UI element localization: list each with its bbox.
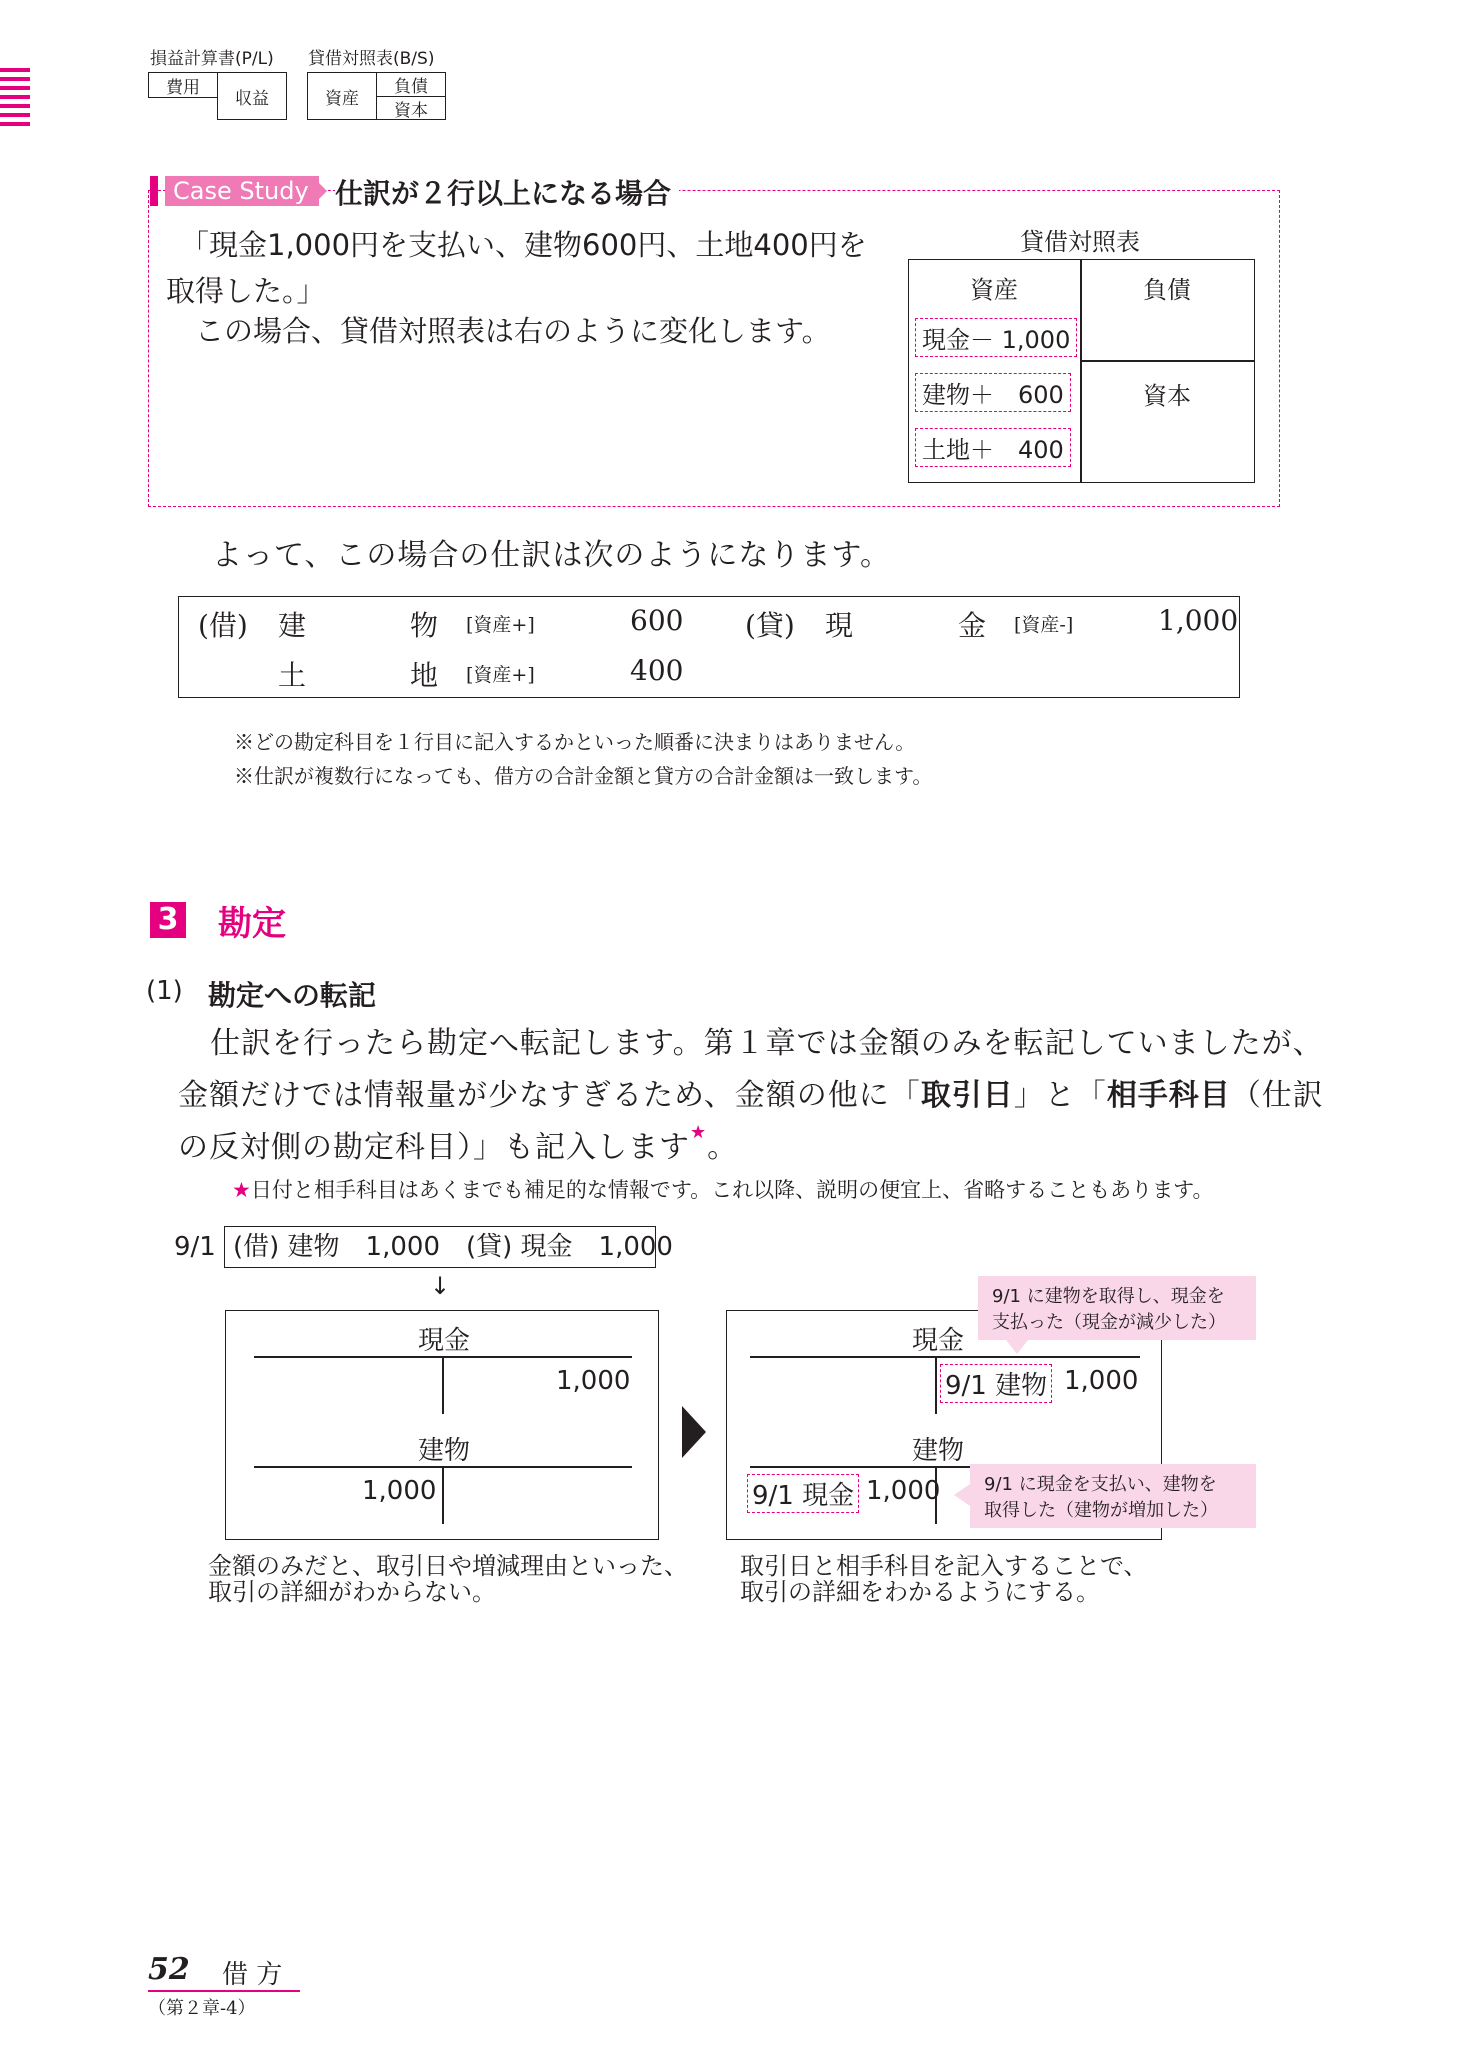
keyword-aite-kamoku: 相手科目 <box>1106 1078 1231 1113</box>
journal-intro: よって、この場合の仕訳は次のようになります。 <box>212 538 891 573</box>
note-2: ※仕訳が複数行になっても、借方の合計金額と貸方の合計金額は一致します。 <box>234 764 933 788</box>
left-caption-1: 金額のみだと、取引日や増減理由といった、 <box>208 1552 688 1580</box>
diagram-entry: (借) 建物 1,000 (貸) 現金 1,000 <box>224 1226 656 1268</box>
bs-assets: 資産 <box>307 72 377 120</box>
right-bldg-debit: 1,000 <box>866 1476 941 1506</box>
callout-bldg-pointer <box>954 1484 970 1506</box>
paragraph-line2 <box>178 1070 1324 1114</box>
subsection-number: (1) <box>146 976 183 1006</box>
case-study-line3: この場合、貸借対照表は右のように変化します。 <box>195 314 831 348</box>
callout-cash-line2: 支払った（現金が減少した） <box>992 1312 1226 1333</box>
star-icon: ★ <box>690 1122 708 1143</box>
keyword-torihikibi: 取引日 <box>920 1078 1014 1113</box>
paragraph-line3-b: 。 <box>707 1130 739 1165</box>
journal-debit2-amount: 400 <box>630 654 684 687</box>
left-cash-credit: 1,000 <box>556 1366 631 1396</box>
journal-debit1-b: 物 <box>410 609 439 642</box>
case-study-line2: 取得した。」 <box>166 274 326 308</box>
callout-cash-pointer <box>1006 1340 1028 1354</box>
right-cash-vline <box>935 1356 937 1414</box>
journal-debit2-a: 土 <box>278 659 307 692</box>
journal-debit2-b: 地 <box>410 659 439 692</box>
journal-debit1-a: 建 <box>278 609 307 642</box>
journal-debit2-tag: [資産+] <box>466 664 535 686</box>
star-note <box>232 1174 1213 1204</box>
right-caption-2: 取引の詳細をわかるようにする。 <box>740 1578 1100 1606</box>
section-number: 3 <box>150 902 186 938</box>
bs-col-liabilities: 負債 <box>1143 276 1191 304</box>
journal-debit-mark: (借) <box>198 609 248 642</box>
footer-rule <box>148 1990 300 1992</box>
right-caption-1: 取引日と相手科目を記入することで、 <box>740 1552 1148 1580</box>
triangle-arrow-icon <box>682 1406 706 1458</box>
section-title: 勘定 <box>218 904 286 944</box>
subsection-title: 勘定への転記 <box>208 979 377 1012</box>
pl-title: 損益計算書(P/L) <box>150 49 274 69</box>
journal-credit-a: 現 <box>825 609 854 642</box>
left-bldg-title: 建物 <box>418 1436 471 1466</box>
right-cash-title: 現金 <box>912 1326 965 1356</box>
left-bldg-debit: 1,000 <box>362 1476 437 1506</box>
note-1: ※どの勘定科目を１行目に記入するかといった順番に決まりはありません。 <box>234 730 916 754</box>
paragraph-line2-a: 金額だけでは情報量が少なすぎるため、金額の他に「 <box>178 1078 921 1113</box>
paragraph-line3 <box>178 1122 738 1166</box>
left-caption-2: 取引の詳細がわからない。 <box>208 1578 496 1606</box>
case-study-title: 仕訳が２行以上になる場合 <box>335 172 679 208</box>
callout-bldg-line2: 取得した（建物が増加した） <box>984 1500 1218 1521</box>
journal-debit1-tag: [資産+] <box>466 614 535 636</box>
paragraph-line3-a: の反対側の勘定科目）」も記入します <box>178 1130 690 1165</box>
paragraph-line1: 仕訳を行ったら勘定へ転記します。第１章では金額のみを転記していましたが、 <box>210 1026 1324 1061</box>
star-note-text: 日付と相手科目はあくまでも補足的な情報です。これ以降、説明の便宜上、省略することもあります。 <box>250 1178 1214 1202</box>
case-study-tag-arrow <box>312 176 327 206</box>
pl-revenue: 収益 <box>217 72 287 120</box>
right-bldg-debit-label: 9/1 現金 <box>747 1474 859 1513</box>
bs-row-cash: 現金－ 1,000 <box>915 318 1077 357</box>
callout-bldg <box>970 1464 1256 1528</box>
journal-entry-box <box>178 596 1240 698</box>
callout-bldg-line1: 9/1 に現金を支払い、建物を <box>984 1474 1217 1495</box>
diagram-date: 9/1 <box>174 1232 216 1262</box>
case-study-tag: Case Study <box>165 176 319 206</box>
left-cash-vline <box>442 1356 444 1414</box>
footer-title: 借 方 <box>222 1960 283 1990</box>
left-cash-title: 現金 <box>418 1326 471 1356</box>
left-bldg-vline <box>442 1466 444 1524</box>
bs-row-building: 建物＋ 600 <box>915 373 1071 412</box>
bs-table-title: 貸借対照表 <box>1020 228 1140 256</box>
bs-title: 貸借対照表(B/S) <box>308 49 435 69</box>
paragraph-line2-e: （仕訳 <box>1230 1078 1324 1113</box>
bs-equity: 資本 <box>376 96 446 120</box>
bs-liabilities: 負債 <box>376 72 446 97</box>
case-study-line1: 「現金1,000円を支払い、建物600円、土地400円を <box>180 228 867 262</box>
bs-equity-cell: 資本 <box>1143 382 1191 410</box>
page-number: 52 <box>148 1952 190 1987</box>
bs-table-divider <box>1080 259 1082 483</box>
pl-expense: 費用 <box>148 72 218 98</box>
callout-cash <box>978 1276 1256 1340</box>
right-cash-credit-label: 9/1 建物 <box>940 1364 1052 1403</box>
right-cash-credit: 1,000 <box>1064 1366 1139 1396</box>
bs-row-land: 土地＋ 400 <box>915 428 1071 467</box>
case-study-bar <box>150 176 158 206</box>
journal-debit1-amount: 600 <box>630 604 684 637</box>
right-bldg-title: 建物 <box>912 1436 965 1466</box>
footer-chapter: （第２章-4） <box>148 1998 256 2019</box>
bs-col-assets: 資産 <box>970 276 1018 304</box>
down-arrow-icon: ↓ <box>430 1272 451 1300</box>
right-cash-hline <box>750 1356 1140 1358</box>
journal-credit-tag: [資産-] <box>1014 614 1074 636</box>
journal-credit-mark: (貸) <box>745 609 795 642</box>
callout-cash-line1: 9/1 に建物を取得し、現金を <box>992 1286 1225 1307</box>
journal-credit-b: 金 <box>958 609 987 642</box>
paragraph-line2-c: 」と「 <box>1013 1078 1107 1113</box>
star-note-icon: ★ <box>232 1178 251 1202</box>
journal-credit-amount: 1,000 <box>1158 604 1239 637</box>
bs-table-hdivider <box>1081 360 1255 362</box>
